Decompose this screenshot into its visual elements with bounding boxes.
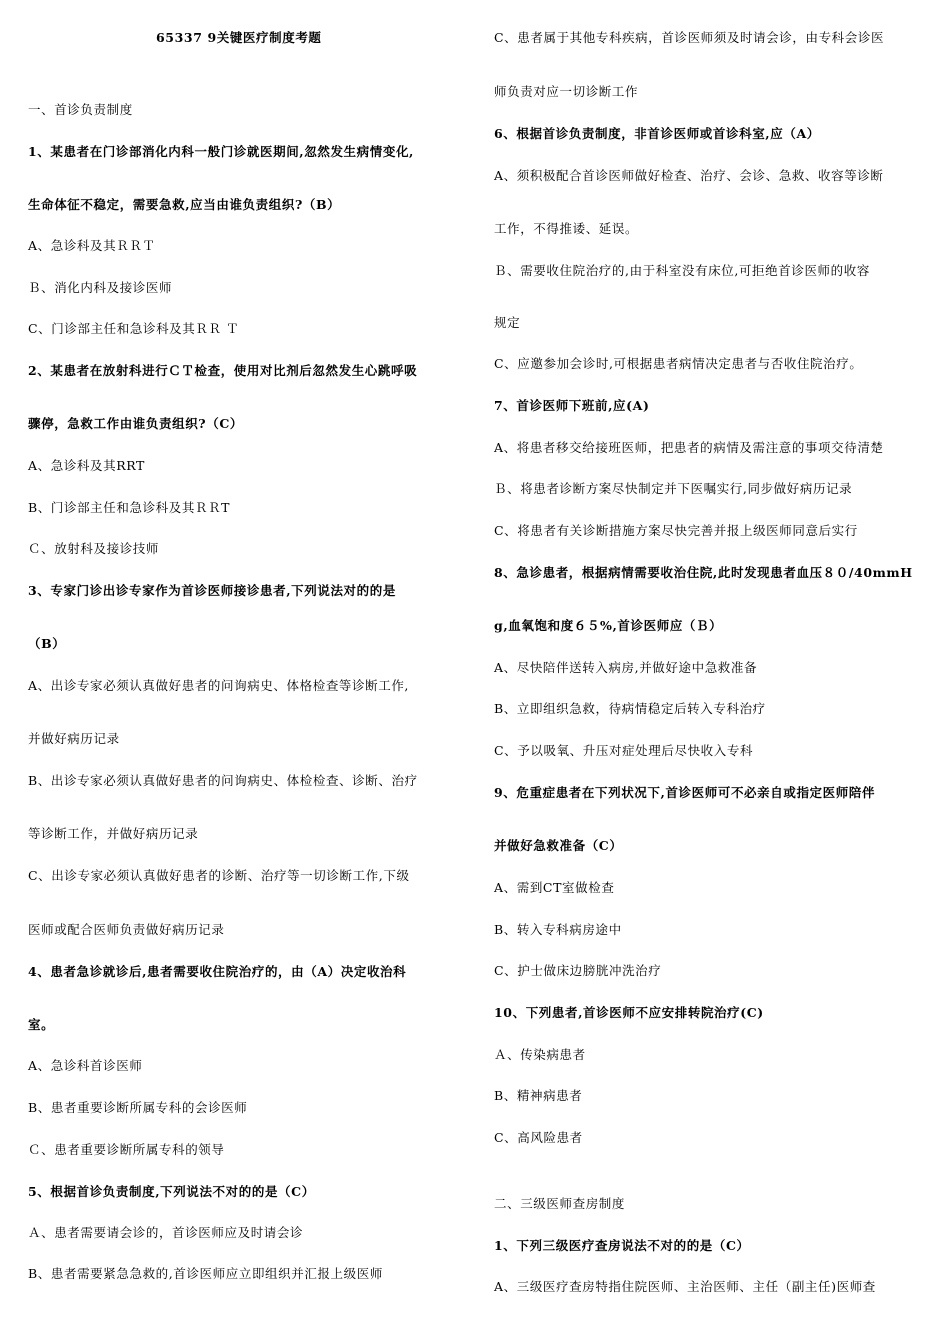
left-line: 5、根据首诊负责制度,下列说法不对的的是（C） <box>28 1184 315 1199</box>
right-line: C、应邀参加会诊时,可根据患者病情决定患者与否收住院治疗。 <box>494 356 863 371</box>
right-line: g,血氧饱和度６５%,首诊医师应（Ｂ） <box>494 618 723 633</box>
left-line: A、急诊科及其RRT <box>28 458 145 473</box>
right-line: 规定 <box>494 315 521 330</box>
left-line: Ｂ、消化内科及接诊医师 <box>28 280 173 295</box>
left-line: C、门诊部主任和急诊科及其ＲＲ Ｔ <box>28 321 240 336</box>
document-title: 65337 9关键医疗制度考题 <box>156 30 322 45</box>
right-line: C、患者属于其他专科疾病，首诊医师须及时请会诊，由专科会诊医 <box>494 30 885 45</box>
left-line: 等诊断工作，并做好病历记录 <box>28 826 199 841</box>
left-line: 生命体征不稳定，需要急救,应当由谁负责组织?（B） <box>28 197 341 212</box>
right-line: A、将患者移交给接班医师，把患者的病情及需注意的事项交待清楚 <box>494 440 884 455</box>
right-line: Ｂ、需要收住院治疗的,由于科室没有床位,可拒绝首诊医师的收容 <box>494 263 870 278</box>
right-line: B、精神病患者 <box>494 1088 583 1103</box>
right-line: C、护士做床边膀胱冲洗治疗 <box>494 963 662 978</box>
right-line: B、转入专科病房途中 <box>494 922 622 937</box>
right-line: C、将患者有关诊断措施方案尽快完善并报上级医师同意后实行 <box>494 523 858 538</box>
left-line: 4、患者急诊就诊后,患者需要收住院治疗的，由（A）决定收治科 <box>28 964 407 979</box>
left-line: B、患者需要紧急急救的,首诊医师应立即组织并汇报上级医师 <box>28 1266 383 1281</box>
right-line: Ｂ、将患者诊断方案尽快制定并下医嘱实行,同步做好病历记录 <box>494 481 853 496</box>
right-line: 工作，不得推诿、延误。 <box>494 221 639 236</box>
left-line: 医师或配合医师负责做好病历记录 <box>28 922 225 937</box>
left-line: Ａ、患者需要请会诊的，首诊医师应及时请会诊 <box>28 1225 304 1240</box>
left-line: 3、专家门诊出诊专家作为首诊医师接诊患者,下列说法对的的是 <box>28 583 396 598</box>
right-line: 10、下列患者,首诊医师不应安排转院治疗(C) <box>494 1005 764 1020</box>
left-line: 室。 <box>28 1017 55 1032</box>
right-line: C、予以吸氧、升压对症处理后尽快收入专科 <box>494 743 754 758</box>
left-line: 骤停，急救工作由谁负责组织?（C） <box>28 416 243 431</box>
left-line: Ｃ、患者重要诊断所属专科的领导 <box>28 1142 225 1157</box>
right-line: 师负责对应一切诊断工作 <box>494 84 639 99</box>
left-line: C、出诊专家必须认真做好患者的诊断、治疗等一切诊断工作,下级 <box>28 868 410 883</box>
right-line: Ａ、传染病患者 <box>494 1047 586 1062</box>
right-line: 1、下列三级医疗查房说法不对的的是（C） <box>494 1238 750 1253</box>
left-line: A、急诊科及其ＲＲＴ <box>28 238 156 253</box>
left-line: B、门诊部主任和急诊科及其ＲＲT <box>28 500 231 515</box>
left-line: A、出诊专家必须认真做好患者的问询病史、体格检查等诊断工作, <box>28 678 410 693</box>
right-line: A、三级医疗查房特指住院医师、主治医师、主任（副主任)医师查 <box>494 1279 876 1294</box>
right-line: C、高风险患者 <box>494 1130 583 1145</box>
right-line: 6、根据首诊负责制度，非首诊医师或首诊科室,应（A） <box>494 126 820 141</box>
left-line: 并做好病历记录 <box>28 731 120 746</box>
left-line: 1、某患者在门诊部消化内科一般门诊就医期间,忽然发生病情变化, <box>28 144 415 159</box>
right-line: A、须积极配合首诊医师做好检查、治疗、会诊、急救、收容等诊断 <box>494 168 884 183</box>
left-line: B、患者重要诊断所属专科的会诊医师 <box>28 1100 248 1115</box>
right-line: A、尽快陪伴送转入病房,并做好途中急救准备 <box>494 660 758 675</box>
left-line: B、出诊专家必须认真做好患者的问询病史、体检检查、诊断、治疗 <box>28 773 418 788</box>
right-line: 9、危重症患者在下列状况下,首诊医师可不必亲自或指定医师陪伴 <box>494 785 876 800</box>
right-line: 并做好急救准备（C） <box>494 838 623 853</box>
left-line: （B） <box>28 636 66 651</box>
right-line: A、需到CT室做检查 <box>494 880 615 895</box>
right-line: 二、三级医师查房制度 <box>494 1196 626 1211</box>
left-line: 一、首诊负责制度 <box>28 102 133 117</box>
left-line: Ｃ、放射科及接诊技师 <box>28 541 160 556</box>
left-line: A、急诊科首诊医师 <box>28 1058 143 1073</box>
right-line: 7、首诊医师下班前,应(A) <box>494 398 650 413</box>
left-line: 2、某患者在放射科进行ＣＴ检查，使用对比剂后忽然发生心跳呼吸 <box>28 363 418 378</box>
right-line: B、立即组织急救，待病情稳定后转入专科治疗 <box>494 701 766 716</box>
right-line: 8、急诊患者，根据病情需要收治住院,此时发现患者血压８０/40mmH <box>494 565 913 580</box>
